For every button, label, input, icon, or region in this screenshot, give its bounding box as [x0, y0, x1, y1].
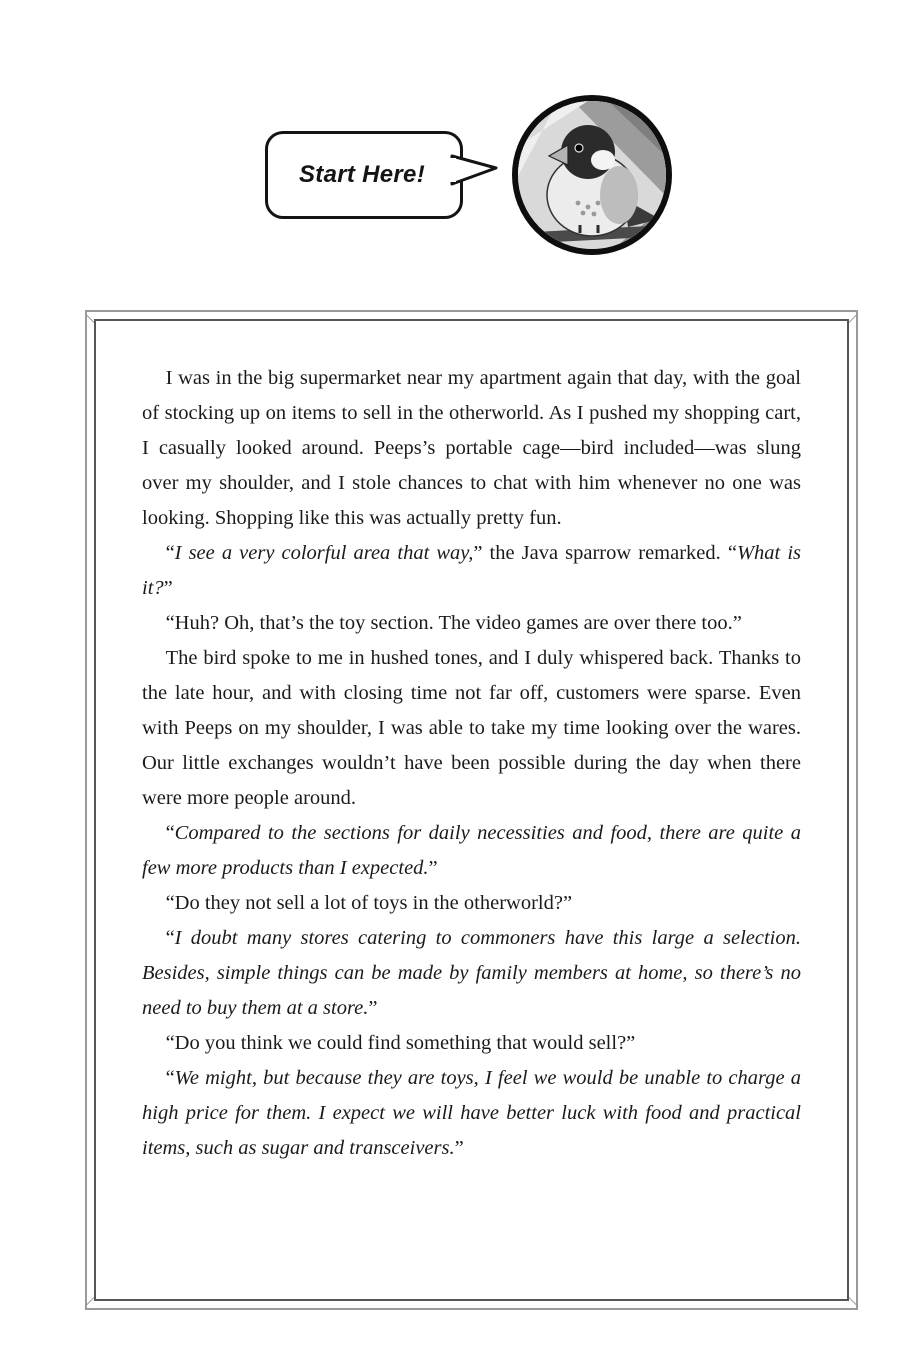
- paragraph: “Do you think we could find something that would sell?”: [165, 1032, 636, 1054]
- paragraph: “I see a very colorful area that way,” the Java sparrow remarked. “What is it?”: [142, 542, 801, 599]
- speech-bubble-tail-icon: [452, 152, 504, 192]
- bird-illustration: [512, 95, 672, 255]
- paragraph: “Do they not sell a lot of toys in the otherworld?”: [165, 892, 573, 914]
- paragraph: “Huh? Oh, that’s the toy section. The video games are over there too.”: [165, 612, 742, 634]
- frame-bevel: [848, 313, 858, 323]
- page-paragraphs: [94, 319, 849, 1301]
- paragraph: “Compared to the sections for daily necessities and food, there are quite a few more products than I expected.”: [142, 822, 801, 879]
- start-here-label: Start Here!: [298, 161, 425, 188]
- paragraph: “We might, but because they are toys, I feel we would be unable to charge a high price for them. I expect we will have better luck with food and practical items, such as sugar and transceivers.”: [142, 1067, 801, 1159]
- paragraph: “I doubt many stores catering to commoners have this large a selection. Besides, simple things can be made by family members at home, so there’s no need to buy them at a store.”: [142, 927, 801, 1019]
- text-panel: [85, 310, 858, 1310]
- frame-bevel: [848, 1297, 858, 1307]
- paragraph: The bird spoke to me in hushed tones, and I duly whispered back. Thanks to the late hour, and with closing time not far off, customers were sparse. Even with Peeps on my shoulder, I was able to take my time looking over the wares. Our little exchanges wouldn’t have been possible during the day when there were more people around.: [142, 647, 801, 809]
- speech-bubble: [265, 131, 463, 219]
- java-sparrow-icon: [518, 101, 666, 249]
- paragraph: I was in the big supermarket near my apartment again that day, with the goal of stocking up on items to sell in the otherworld. As I pushed my shopping cart, I casually looked around. Peeps’s portable cage—bird included—was slung over my shoulder, and I stole chances to chat with him whenever no one was looking. Shopping like this was actually pretty fun.: [142, 367, 801, 529]
